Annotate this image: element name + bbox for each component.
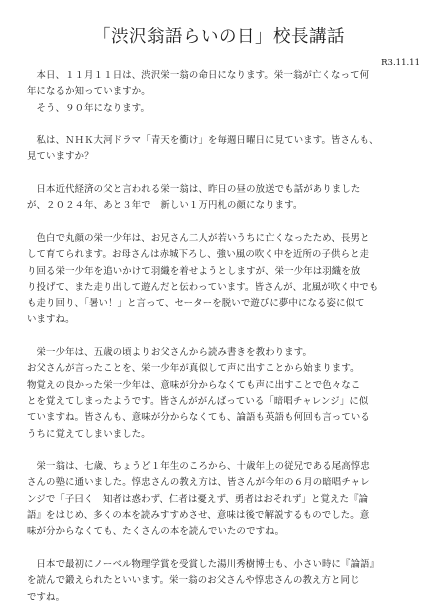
text-line: 味が分からなくても、たくさんの本を読んでいたのですね。 (27, 526, 285, 538)
text-line: とを覚えてしまったようです。皆さんががんばっている「暗唱チャレンジ」に似 (27, 395, 369, 407)
text-line: り回る栄一少年を追いかけて羽織を着せようとしますが、栄一少年は羽織を放 (27, 265, 361, 277)
text-line: いますね。 (27, 314, 75, 326)
text-line: 栄一翁は、七歳、ちょうど１年生のころから、十歳年上の従兄である尾高惇忠 (27, 461, 370, 473)
text-line: が、２０２４年、あと３年で 新しい１万円札の顔になります。 (27, 200, 303, 212)
text-line: さんの塾に通いました。惇忠さんの教え方は、皆さんが今年の６月の暗唱チャレ (27, 477, 370, 489)
text-line: うちに覚えてしまいました。 (27, 428, 151, 440)
paragraph-gap (27, 541, 421, 557)
text-line: 私は、ＮＨＫ大河ドラマ「青天を衝け」を毎週日曜日に見ています。皆さんも、 (27, 135, 379, 147)
text-line: 色白で丸顔の栄一少年は、お兄さん二人が若いうちに亡くなったため、長男と (27, 232, 370, 244)
text-line: ですね。 (27, 591, 66, 603)
paragraph-gap (27, 329, 421, 345)
document-body (27, 68, 421, 606)
text-line: お父さんが言ったことを、栄一少年が真似して声に出すことから始まります。 (27, 363, 360, 375)
text-line: そう、９０年になります。 (27, 102, 151, 114)
document-date: R3.11.11 (381, 58, 420, 68)
text-line: 日本で最初にノーベル物理学賞を受賞した湯川秀樹博士も、小さい時に『論語』 (27, 558, 380, 570)
paragraph (27, 345, 421, 443)
text-line: り投げて、また走り出して遊んだと伝わっています。皆さんが、北風が吹く中でも (27, 281, 379, 293)
paragraph-gap (27, 443, 421, 459)
paragraph-gap (27, 215, 421, 231)
text-line: 栄一少年は、五歳の頃よりお父さんから読み書きを教わります。 (27, 347, 313, 359)
document-title: 「渋沢翁語らいの日」校長講話 (93, 27, 345, 47)
text-line: して育てられます。お母さんは赤城下ろし、強い風の吹く中を近所の子供らと走 (27, 249, 370, 261)
paragraph (27, 459, 421, 540)
text-line: 日本近代経済の父と言われる栄一翁は、昨日の昼の放送でも話がありました (27, 184, 361, 196)
text-line: も走り回り、「暑い！」と言って、セーターを脱いで遊びに夢中になる姿に似て (27, 298, 365, 310)
text-line: 語』をはじめ、多くの本を読みすすめさせ、意味は後で解説するものでした。意 (27, 510, 370, 522)
text-line: ンジで「子曰く 知者は惑わず、仁者は憂えず、勇者はおそれず」と覚えた『論 (27, 493, 369, 505)
text-line: 見ていますか？ (27, 151, 94, 163)
paragraph (27, 557, 421, 606)
paragraph-gap (27, 117, 421, 133)
text-line: を読んで鍛えられたといいます。栄一翁のお父さんや惇忠さんの教え方と同じ (27, 575, 360, 587)
paragraph (27, 231, 421, 329)
text-line: 本日、１１月１１日は、渋沢栄一翁の命日になります。栄一翁が亡くなって何 (27, 70, 370, 81)
paragraph (27, 182, 421, 215)
paragraph (27, 68, 421, 117)
text-line: 物覚えの良かった栄一少年は、意味が分からなくても声に出すことで色々なこ (27, 379, 361, 391)
text-line: 年になるか知っていますか。 (27, 86, 151, 98)
text-line: ていますね。皆さんも、意味が分からなくても、論語も英語も何回も言っている (27, 412, 370, 424)
paragraph-gap (27, 166, 421, 182)
paragraph (27, 133, 421, 166)
